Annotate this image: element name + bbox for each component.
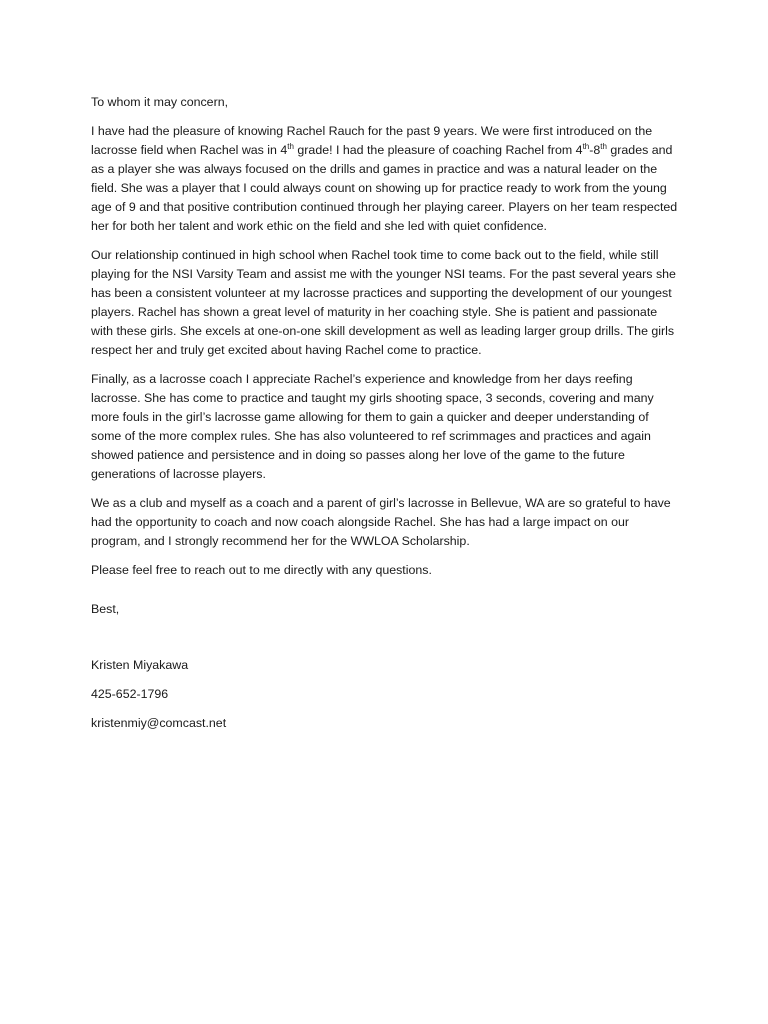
paragraph-text: grade! I had the pleasure of coaching Rachel from 4 — [293, 143, 583, 157]
paragraph-contact-offer: Please feel free to reach out to me directly with any questions. — [91, 563, 432, 577]
paragraph-text: I have had the pleasure of knowing Rachel Rauch for the past 9 years. We were first introduced on the lacrosse field when Rachel was in 4 — [91, 124, 653, 157]
paragraph-introduction — [91, 122, 681, 236]
signature-name: Kristen Miyakawa — [91, 658, 189, 672]
ordinal-suffix: th — [600, 141, 607, 151]
signature-email: kristenmiy@comcast.net — [91, 716, 227, 730]
paragraph-text: grades and as a player she was always focused on the drills and games in practice and was a natural leader on the field. She was a player that I could always count on showing up for practice ready to work from the young age of 9 and that positive contribution continued through her playing career. Players on her team respected her for both her talent and work ethic on the field and she led with quiet confidence. — [91, 143, 678, 233]
paragraph-high-school: Our relationship continued in high school when Rachel took time to come back out to the field, while still playing for the NSI Varsity Team and assist me with the younger NSI teams. For the past several years she has been a consistent volunteer at my lacrosse practices and supporting the development of our youngest players. Rachel has shown a great level of maturity in her coaching style. She is patient and passionate with these girls. She excels at one-on-one skill development as well as leading larger group drills. The girls respect her and truly get excited about having Rachel come to practice. — [91, 248, 676, 357]
ordinal-suffix: th — [287, 141, 294, 151]
paragraph-text: -8 — [589, 143, 601, 157]
paragraph-recommendation: We as a club and myself as a coach and a parent of girl’s lacrosse in Bellevue, WA are so grateful to have had the opportunity to coach and now coach alongside Rachel. She has had a large impact on our program, and I strongly recommend her for the WWLOA Scholarship. — [91, 496, 671, 548]
ordinal-suffix: th — [582, 141, 590, 151]
salutation: To whom it may concern, — [91, 95, 229, 109]
letter-page — [91, 93, 681, 733]
paragraph-refereeing: Finally, as a lacrosse coach I appreciate Rachel’s experience and knowledge from her days reefing lacrosse. She has come to practice and taught my girls shooting space, 3 seconds, covering and many more fouls in the girl’s lacrosse game allowing for them to gain a quicker and deeper understanding of some of the more complex rules. She has also volunteered to ref scrimmages and practices and again showed patience and persistence and in doing so passes along her love of the game to the future generations of lacrosse players. — [91, 372, 654, 481]
closing: Best, — [91, 602, 120, 616]
signature-phone: 425-652-1796 — [91, 687, 169, 701]
